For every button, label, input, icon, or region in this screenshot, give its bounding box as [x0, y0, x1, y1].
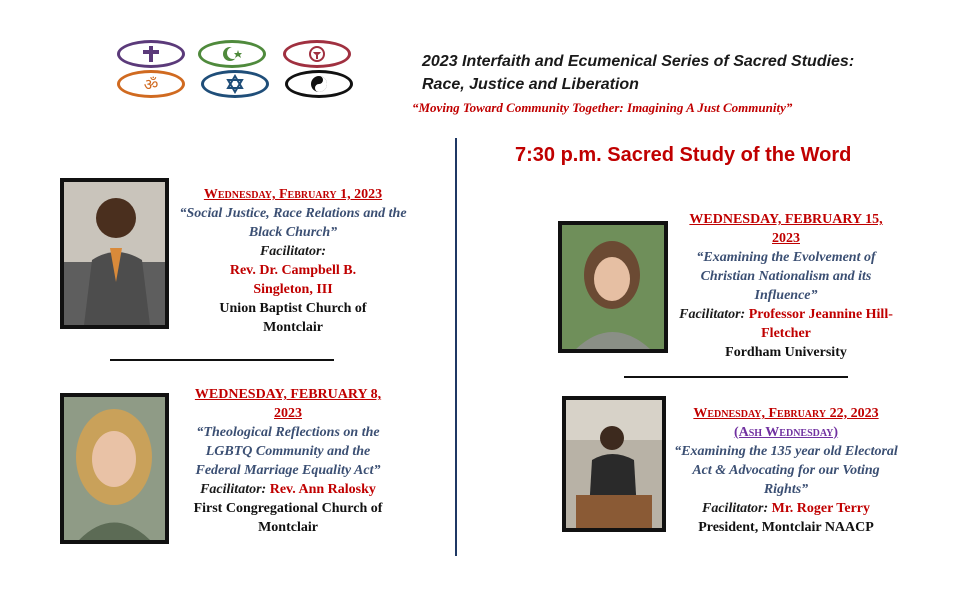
center-divider	[455, 138, 457, 556]
facilitator-label: Facilitator:	[259, 244, 327, 259]
facilitator-line	[674, 499, 898, 518]
event-date: WEDNESDAY, FEBRUARY 15, 2023	[689, 212, 883, 246]
event-topic: “Theological Reflections on the LGBTQ Community and the Federal Marriage Equality Act”	[195, 425, 381, 478]
star-of-david-icon	[201, 70, 269, 98]
event-feb8	[176, 385, 400, 537]
photo-roger-terry	[562, 396, 666, 532]
event-organization: First Congregational Church of Montclair	[193, 501, 383, 535]
facilitator-name: Rev. Dr. Campbell B. Singleton, III	[229, 263, 357, 297]
event-date: WEDNESDAY, FEBRUARY 8, 2023	[194, 387, 382, 421]
facilitator-label: Facilitator:	[200, 482, 267, 497]
om-symbol-icon	[117, 70, 185, 98]
series-title	[422, 50, 902, 96]
series-theme: “Moving Toward Community Together: Imagining A Just Community”	[412, 100, 793, 115]
facilitator-line	[176, 480, 400, 499]
event-feb15	[676, 210, 896, 362]
crescent-star-icon	[198, 40, 266, 68]
yin-yang-icon	[285, 70, 353, 98]
divider-line	[624, 376, 848, 378]
event-organization: Union Baptist Church of Montclair	[219, 301, 367, 335]
facilitator-name: Mr. Roger Terry	[771, 501, 870, 516]
event-note: (Ash Wednesday)	[733, 425, 839, 440]
event-organization: Fordham University	[725, 345, 847, 360]
facilitator-line	[676, 305, 896, 343]
event-feb1	[178, 185, 408, 337]
study-time: 7:30 p.m. Sacred Study of the Word	[515, 144, 852, 166]
event-feb22	[674, 404, 898, 537]
series-title-line1: 2023 Interfaith and Ecumenical Series of Sacred Studies:	[422, 53, 855, 70]
photo-campbell-singleton	[60, 178, 169, 329]
divider-line	[110, 359, 334, 361]
photo-jeannine-hill-fletcher	[558, 221, 668, 353]
facilitator-name: Rev. Ann Ralosky	[269, 482, 376, 497]
series-title-line2: Race, Justice and Liberation	[422, 76, 639, 93]
chalice-symbol-icon	[283, 40, 351, 68]
event-date: Wednesday, February 22, 2023	[693, 406, 879, 421]
event-topic: “Social Justice, Race Relations and the Black Church”	[179, 206, 407, 240]
facilitator-name: Professor Jeannine Hill-Fletcher	[748, 307, 893, 341]
svg-text:ॐ: ॐ	[143, 75, 159, 94]
event-topic: “Examining the Evolvement of Christian Nationalism and its Influence”	[696, 250, 876, 303]
facilitator-label: Facilitator:	[679, 307, 746, 322]
cross-symbol-icon	[117, 40, 185, 68]
event-organization: President, Montclair NAACP	[698, 520, 874, 535]
photo-ann-ralosky	[60, 393, 169, 544]
event-topic: “Examining the 135 year old Electoral Act & Advocating for our Voting Rights”	[674, 444, 898, 497]
facilitator-label: Facilitator:	[702, 501, 769, 516]
event-date: Wednesday, February 1, 2023	[203, 187, 383, 202]
